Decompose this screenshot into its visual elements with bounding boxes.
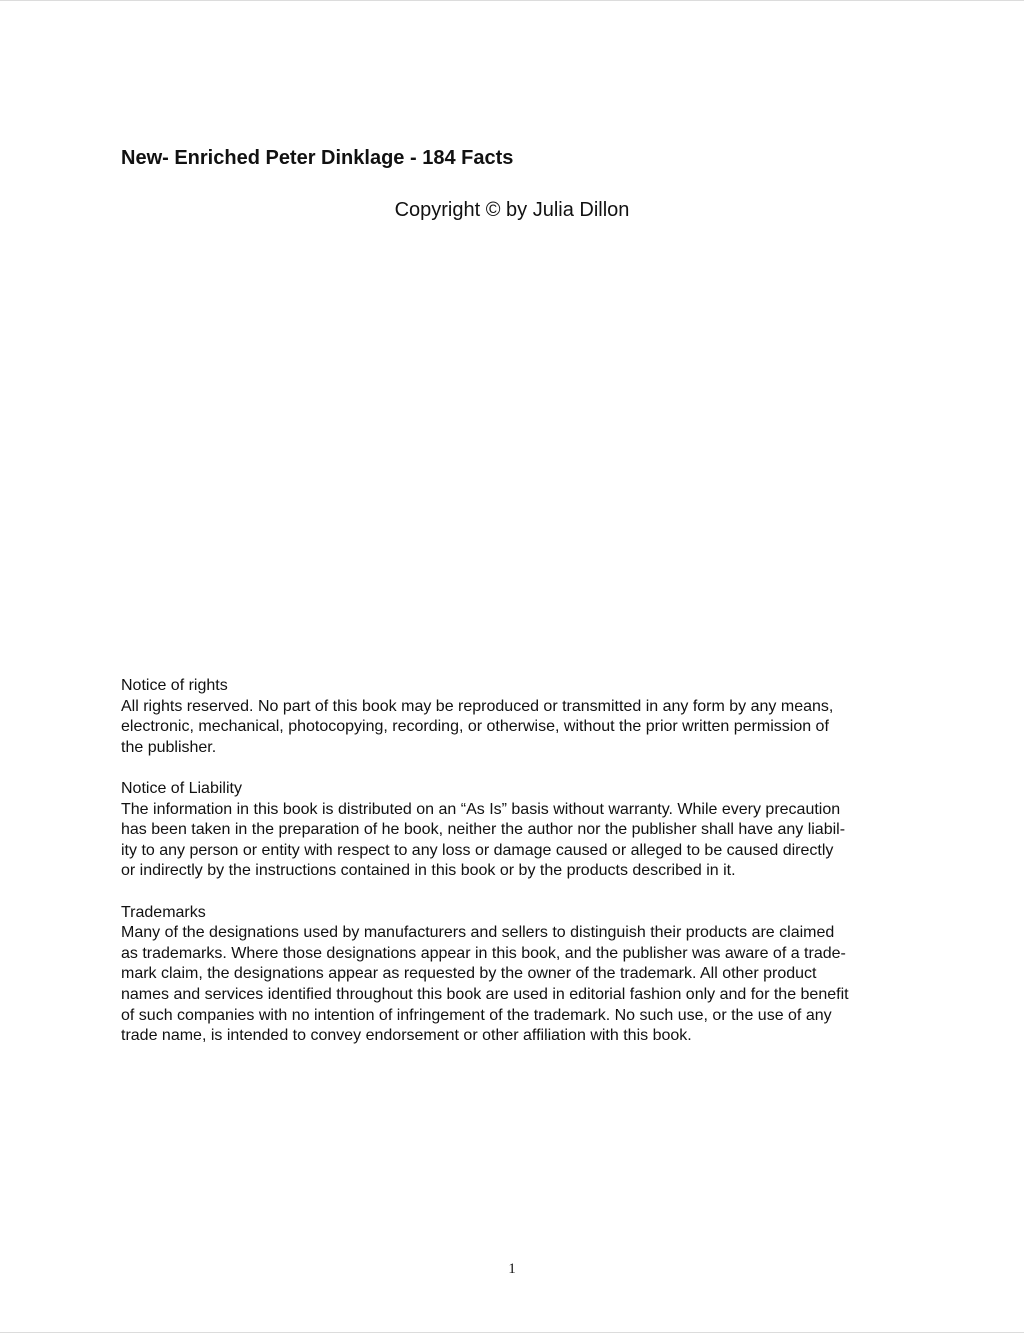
- body-line: names and services identified throughout this book are used in editorial fashion only and for the benefit: [121, 985, 849, 1003]
- body-line: Many of the designations used by manufacturers and sellers to distinguish their products are claimed: [121, 924, 835, 942]
- body-line: the publisher.: [121, 738, 217, 756]
- page-number: 1: [508, 1261, 516, 1277]
- legal-notices: [121, 676, 911, 1067]
- notice-of-liability-section: [121, 779, 911, 882]
- body-line: ity to any person or entity with respect to any loss or damage caused or alleged to be caused directly: [121, 841, 834, 859]
- notice-of-rights-section: [121, 676, 911, 758]
- body-line: trade name, is intended to convey endorsement or other affiliation with this book.: [121, 1027, 692, 1045]
- notice-of-rights-heading: Notice of rights: [121, 677, 228, 694]
- body-line: All rights reserved. No part of this book may be reproduced or transmitted in any form by any means,: [121, 697, 834, 715]
- trademarks-body: [121, 923, 911, 1047]
- document-title: New- Enriched Peter Dinklage - 184 Facts: [121, 147, 514, 169]
- notice-of-liability-body: [121, 800, 911, 882]
- body-line: or indirectly by the instructions contained in this book or by the products described in it.: [121, 862, 736, 880]
- body-line: has been taken in the preparation of he book, neither the author nor the publisher shall have any liabil-: [121, 821, 846, 839]
- body-line: mark claim, the designations appear as requested by the owner of the trademark. All other product: [121, 965, 817, 983]
- notice-of-rights-body: [121, 697, 911, 759]
- body-line: of such companies with no intention of infringement of the trademark. No such use, or the use of any: [121, 1006, 832, 1024]
- copyright-line: Copyright © by Julia Dillon: [394, 199, 630, 221]
- body-line: as trademarks. Where those designations appear in this book, and the publisher was aware of a trade-: [121, 944, 846, 962]
- trademarks-heading: Trademarks: [121, 903, 206, 921]
- body-line: electronic, mechanical, photocopying, recording, or otherwise, without the prior written permission of: [121, 718, 829, 736]
- body-line: The information in this book is distributed on an “As Is” basis without warranty. While every precaution: [121, 800, 841, 818]
- notice-of-liability-heading: Notice of Liability: [121, 779, 242, 797]
- trademarks-section: [121, 903, 911, 1047]
